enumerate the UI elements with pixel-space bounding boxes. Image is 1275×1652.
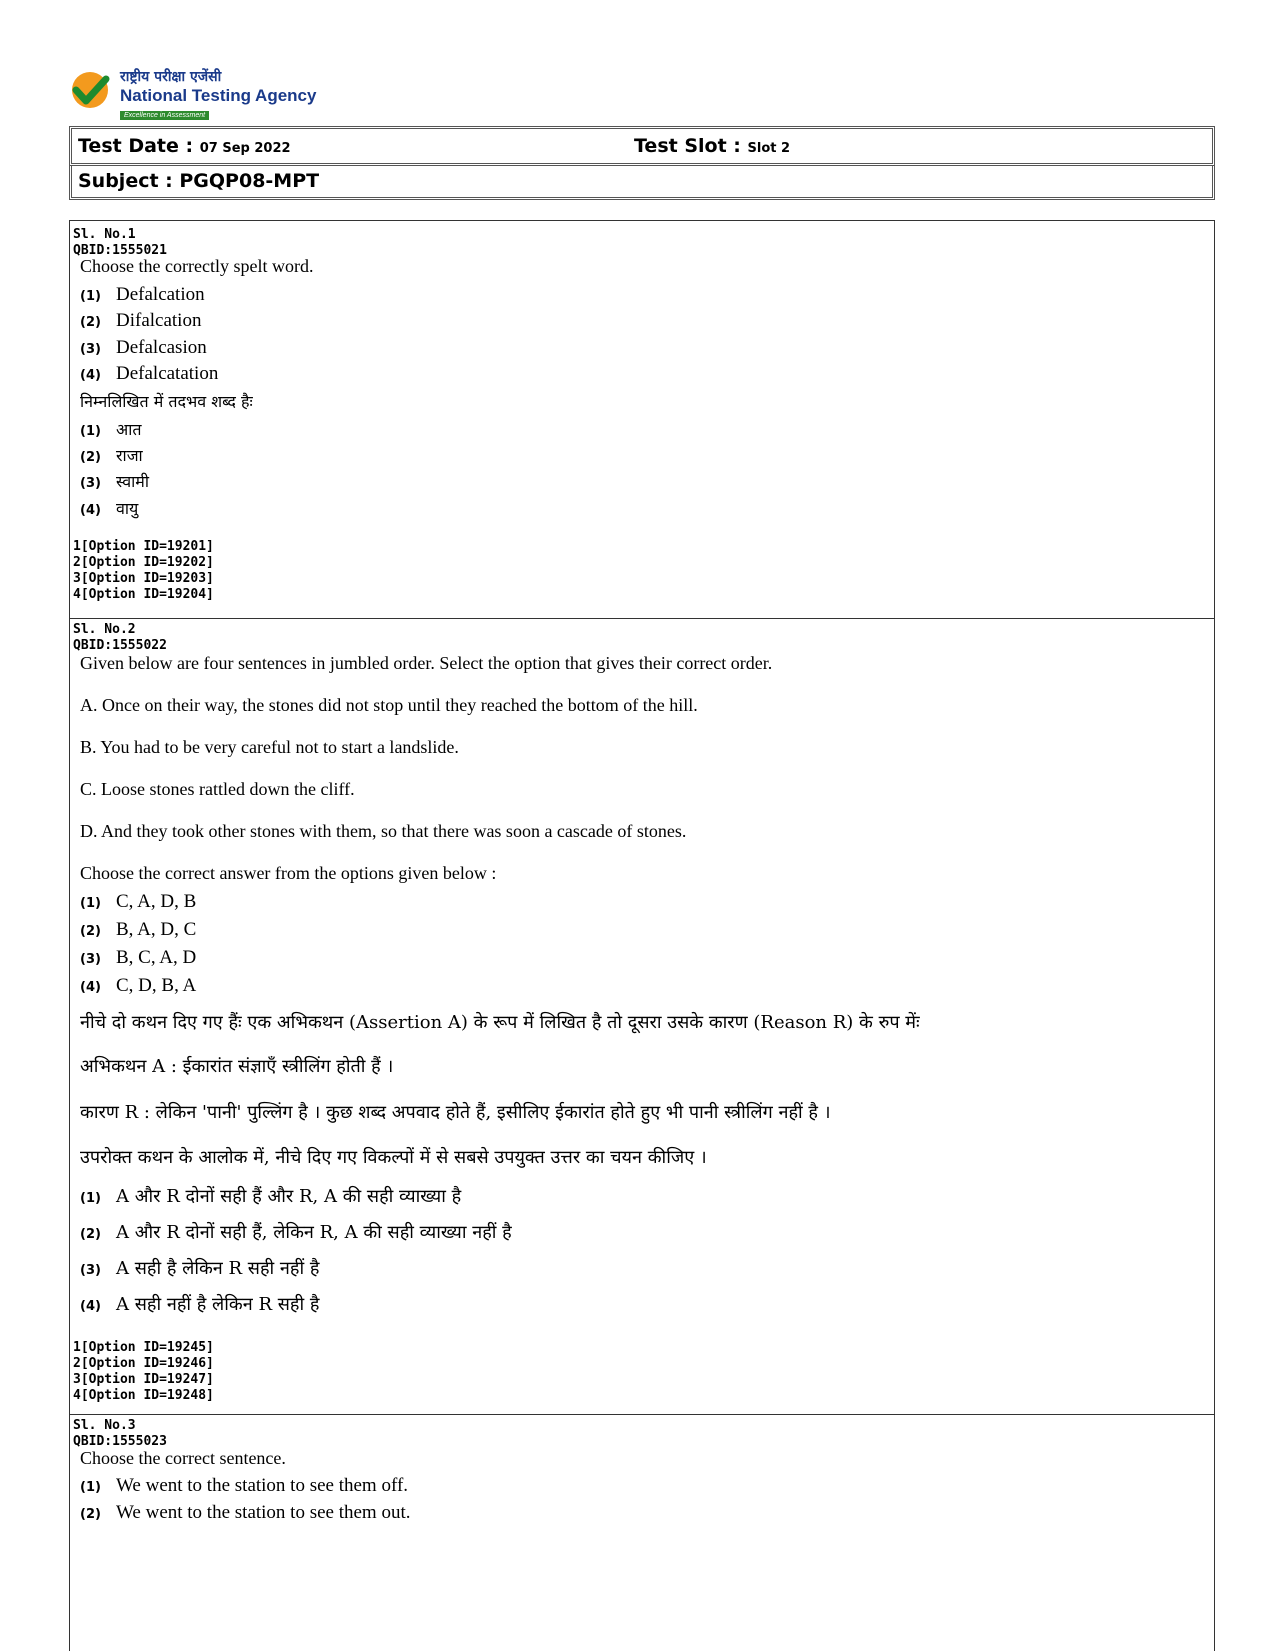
test-date: [78, 135, 291, 157]
subject-box: [69, 166, 1215, 200]
option-id: 1[Option ID=19201]: [73, 539, 214, 554]
reason-hi: कारण R : लेकिन 'पानी' पुल्लिंग है । कुछ शब्द अपवाद होते हैं, इसीलिए ईकारांत होते हुए भी पानी स्त्रीलिंग नहीं है ।: [80, 1102, 831, 1123]
option[interactable]: (1) Defalcation: [80, 284, 205, 305]
question-sl: Sl. No.2: [73, 622, 136, 637]
question-3: [70, 1414, 1214, 1652]
option[interactable]: (1) आत: [80, 422, 142, 439]
option-id: 3[Option ID=19247]: [73, 1372, 214, 1387]
option-id: 1[Option ID=19245]: [73, 1340, 214, 1355]
subject-label: Subject : PGQP08-MPT: [78, 170, 320, 192]
test-slot-label: Test Slot :: [634, 135, 741, 157]
question-1: [70, 221, 1214, 618]
question-stem-en: Choose the correctly spelt word.: [80, 256, 314, 276]
option[interactable]: (2) A और R दोनों सही हैं, लेकिन R, A की सही व्याख्या नहीं है: [80, 1222, 512, 1243]
test-slot: [634, 135, 790, 157]
question-qbid: QBID:1555021: [73, 243, 167, 258]
test-date-label: Test Date :: [78, 135, 194, 157]
question-stem-hi: निम्नलिखित में तदभव शब्द हैः: [80, 392, 253, 411]
sentence-d: D. And they took other stones with them, so that there was soon a cascade of stones.: [80, 821, 687, 841]
nta-logo: [70, 70, 316, 120]
nta-checkmark-icon: [70, 70, 110, 110]
option-id: 2[Option ID=19246]: [73, 1356, 214, 1371]
question-stem-en: Given below are four sentences in jumbled order. Select the option that gives their correct order.: [80, 653, 773, 673]
option[interactable]: (2) B, A, D, C: [80, 919, 197, 940]
choose-instruction-hi: उपरोक्त कथन के आलोक में, नीचे दिए गए विकल्पों में से सबसे उपयुक्त उत्तर का चयन कीजिए ।: [80, 1147, 707, 1168]
option[interactable]: (3) B, C, A, D: [80, 947, 197, 968]
option[interactable]: (4) Defalcatation: [80, 363, 219, 384]
option[interactable]: (2) We went to the station to see them out.: [80, 1502, 411, 1523]
option[interactable]: (2) राजा: [80, 448, 143, 465]
option-id: 4[Option ID=19204]: [73, 587, 214, 602]
option-id: 4[Option ID=19248]: [73, 1388, 214, 1403]
test-date-value: 07 Sep 2022: [199, 141, 291, 156]
org-tagline: Excellence in Assessment: [120, 111, 209, 120]
option[interactable]: (3) A सही है लेकिन R सही नहीं है: [80, 1258, 320, 1279]
option[interactable]: (1) A और R दोनों सही हैं और R, A की सही व्याख्या है: [80, 1186, 462, 1207]
org-name-hindi: राष्ट्रीय परीक्षा एजेंसी: [120, 69, 222, 85]
test-slot-value: Slot 2: [747, 141, 791, 156]
option[interactable]: (4) C, D, B, A: [80, 975, 197, 996]
choose-instruction-en: Choose the correct answer from the options given below :: [80, 863, 497, 883]
option-id: 3[Option ID=19203]: [73, 571, 214, 586]
question-stem-hi: नीचे दो कथन दिए गए हैंः एक अभिकथन (Assertion A) के रूप में लिखित है तो दूसरा उसके कारण (Reason R) के रुप मेंः: [80, 1012, 920, 1033]
question-qbid: QBID:1555022: [73, 638, 167, 653]
option-id: 2[Option ID=19202]: [73, 555, 214, 570]
assertion-hi: अभिकथन A : ईकारांत संज्ञाएँ स्त्रीलिंग होती हैं ।: [80, 1056, 394, 1077]
question-qbid: QBID:1555023: [73, 1434, 167, 1449]
option[interactable]: (2) Difalcation: [80, 310, 202, 331]
sentence-a: A. Once on their way, the stones did not stop until they reached the bottom of the hill.: [80, 695, 698, 715]
option[interactable]: (4) A सही नहीं है लेकिन R सही है: [80, 1294, 320, 1315]
test-info-box: [69, 126, 1215, 166]
question-2: [70, 618, 1214, 1414]
option[interactable]: (3) Defalcasion: [80, 337, 207, 358]
question-sl: Sl. No.3: [73, 1418, 136, 1433]
questions-container: [69, 220, 1215, 1651]
sentence-b: B. You had to be very careful not to start a landslide.: [80, 737, 459, 757]
option[interactable]: (1) We went to the station to see them off.: [80, 1475, 409, 1496]
sentence-c: C. Loose stones rattled down the cliff.: [80, 779, 355, 799]
question-stem-en: Choose the correct sentence.: [80, 1448, 286, 1468]
question-sl: Sl. No.1: [73, 227, 136, 242]
option[interactable]: (4) वायु: [80, 501, 139, 518]
option[interactable]: (1) C, A, D, B: [80, 891, 197, 912]
option[interactable]: (3) स्वामी: [80, 474, 149, 491]
org-name-english: National Testing Agency: [120, 86, 317, 105]
